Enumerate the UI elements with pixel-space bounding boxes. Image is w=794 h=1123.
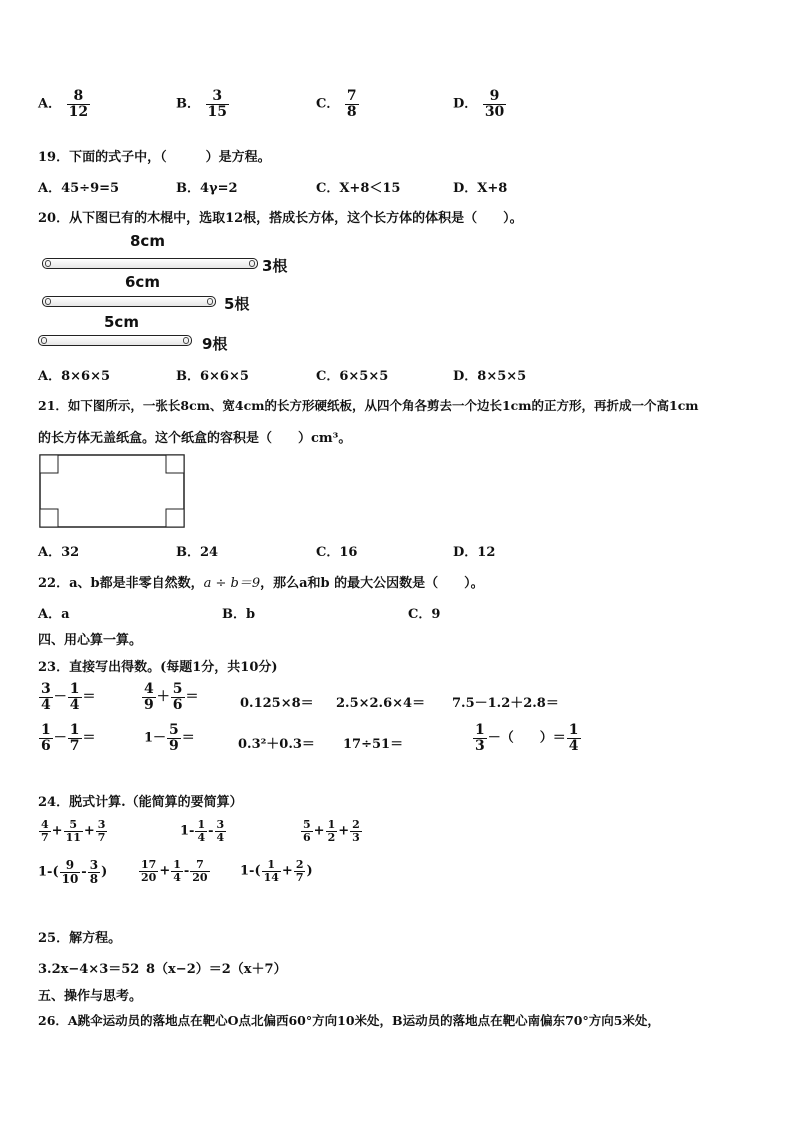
numerator: 3 xyxy=(212,88,223,104)
q18-option-c[interactable] xyxy=(316,89,360,119)
denominator: 8 xyxy=(346,103,357,120)
option-label: D． xyxy=(453,96,478,112)
denominator: 12 xyxy=(68,103,89,120)
q23-expr-1: $\frac{3}{4}$ － $\frac{1}{4}$ ＝ xyxy=(41,681,96,713)
q23-expr-3: 0.125×8＝ xyxy=(240,696,314,711)
q23-expr-5: 7.5－1.2＋2.8＝ xyxy=(452,696,559,711)
q20-stem: 20．从下图已有的木棍中，选取12根，搭成长方体，这个长方体的体积是（ ）。 xyxy=(38,211,523,226)
q21-option-d[interactable]: D．12 xyxy=(453,545,496,560)
section-heading: 四、用心算一算。 xyxy=(38,633,143,648)
numerator: 9 xyxy=(489,88,500,104)
q22-stem xyxy=(38,572,484,591)
q23-expr-6: $\frac{1}{6}$ － $\frac{1}{7}$ ＝ xyxy=(41,722,96,754)
q26-stem: 26．A跳伞运动员的落地点在靶心O点北偏西60°方向10米处，B运动员的落地点在靶心南偏东70°方向5米处， xyxy=(38,1013,660,1028)
q24-expr-6: 1-( $\frac{1}{14}$ + $\frac{2}{7}$ ) xyxy=(240,858,313,884)
q19-option-b[interactable]: B．4γ=2 xyxy=(176,181,238,196)
q23-expr-7: 1－ $\frac{5}{9}$ ＝ xyxy=(144,722,195,754)
q18-option-a[interactable] xyxy=(38,89,91,119)
q23-expr-10: $\frac{1}{3}$ －（ ）＝ $\frac{1}{4}$ xyxy=(475,722,579,754)
cardboard-figure xyxy=(38,453,188,531)
q18-option-d[interactable] xyxy=(453,89,507,119)
option-label: A． xyxy=(38,96,62,112)
stick-length-label: 5cm xyxy=(104,313,139,331)
denominator: 15 xyxy=(207,103,228,120)
fraction xyxy=(67,89,90,119)
stick-5cm xyxy=(38,335,192,346)
q21-stem-line1: 21．如下图所示，一张长8cm、宽4cm的长方形硬纸板，从四个角各剪去一个边长1cm的正方形，再折成一个高1cm xyxy=(38,398,699,413)
q19-option-d[interactable]: D．X+8 xyxy=(453,181,508,196)
q22-option-c[interactable]: C．9 xyxy=(408,607,441,622)
q21-option-b[interactable]: B．24 xyxy=(176,545,219,560)
q22-option-b[interactable]: B．b xyxy=(222,607,256,622)
section-heading: 五、操作与思考。 xyxy=(38,989,143,1004)
stick-6cm xyxy=(42,296,216,307)
q18-option-b[interactable] xyxy=(176,89,230,119)
denominator: 30 xyxy=(484,103,505,120)
q23-stem: 23．直接写出得数。(每题1分，共10分) xyxy=(38,660,278,675)
numerator: 8 xyxy=(73,88,84,104)
q24-expr-3: $\frac{5}{6}$ + $\frac{1}{2}$ + $\frac{2}{3}$ xyxy=(303,818,360,844)
q22-stem-part: ，那么a和b 的最大公因数是（ ）。 xyxy=(260,576,484,591)
q22-expression: a ÷ b＝9 xyxy=(203,576,261,591)
q19-option-a[interactable]: A．45÷9=5 xyxy=(38,181,120,196)
q21-option-a[interactable]: A．32 xyxy=(38,545,80,560)
q25-equation-1: 3.2x−4×3＝52 xyxy=(38,962,140,977)
q25-stem: 25．解方程。 xyxy=(38,931,122,946)
q24-expr-2: 1- $\frac{1}{4}$ - $\frac{3}{4}$ xyxy=(180,818,225,844)
q20-option-a[interactable]: A．8×6×5 xyxy=(38,369,111,384)
q23-expr-9: 17÷51＝ xyxy=(343,737,404,752)
q23-expr-8: 0.3²＋0.3＝ xyxy=(238,737,315,752)
stick-count-label: 5根 xyxy=(224,295,250,313)
stick-count-label: 9根 xyxy=(202,335,228,353)
option-label: C． xyxy=(316,96,340,112)
q21-option-c[interactable]: C．16 xyxy=(316,545,358,560)
q24-stem: 24．脱式计算.（能简算的要简算） xyxy=(38,795,243,810)
option-label: B． xyxy=(176,96,200,112)
fraction xyxy=(345,89,359,119)
q20-option-b[interactable]: B．6×6×5 xyxy=(176,369,249,384)
stick-length-label: 8cm xyxy=(130,232,165,250)
q25-equation-2: 8（x−2）＝2（x＋7） xyxy=(146,962,287,977)
q21-stem-line2: 的长方体无盖纸盒。这个纸盒的容积是（ ）cm³。 xyxy=(38,431,352,446)
q24-expr-4: 1-( $\frac{9}{10}$ - $\frac{3}{8}$ ) xyxy=(38,858,108,886)
q24-expr-5: $\frac{17}{20}$ + $\frac{1}{4}$ - $\frac{7}{20}$ xyxy=(141,858,208,884)
q23-expr-4: 2.5×2.6×4＝ xyxy=(336,696,426,711)
fraction xyxy=(206,89,229,119)
stick-length-label: 6cm xyxy=(125,273,160,291)
stick-8cm xyxy=(42,258,258,269)
q19-option-c[interactable]: C．X+8＜15 xyxy=(316,181,401,196)
q23-expr-2: $\frac{4}{9}$ ＋ $\frac{5}{6}$ ＝ xyxy=(144,681,199,713)
q20-option-d[interactable]: D．8×5×5 xyxy=(453,369,527,384)
q22-stem-part: 22．a、b都是非零自然数， xyxy=(38,576,204,591)
stick-count-label: 3根 xyxy=(262,257,288,275)
fraction xyxy=(483,89,506,119)
q22-option-a[interactable]: A．a xyxy=(38,607,70,622)
q24-expr-1: $\frac{4}{7}$ + $\frac{5}{11}$ + $\frac{3}{7}$ xyxy=(41,818,106,844)
q20-option-c[interactable]: C．6×5×5 xyxy=(316,369,389,384)
q19-stem: 19．下面的式子中，（ ）是方程。 xyxy=(38,150,271,165)
numerator: 7 xyxy=(346,88,357,104)
